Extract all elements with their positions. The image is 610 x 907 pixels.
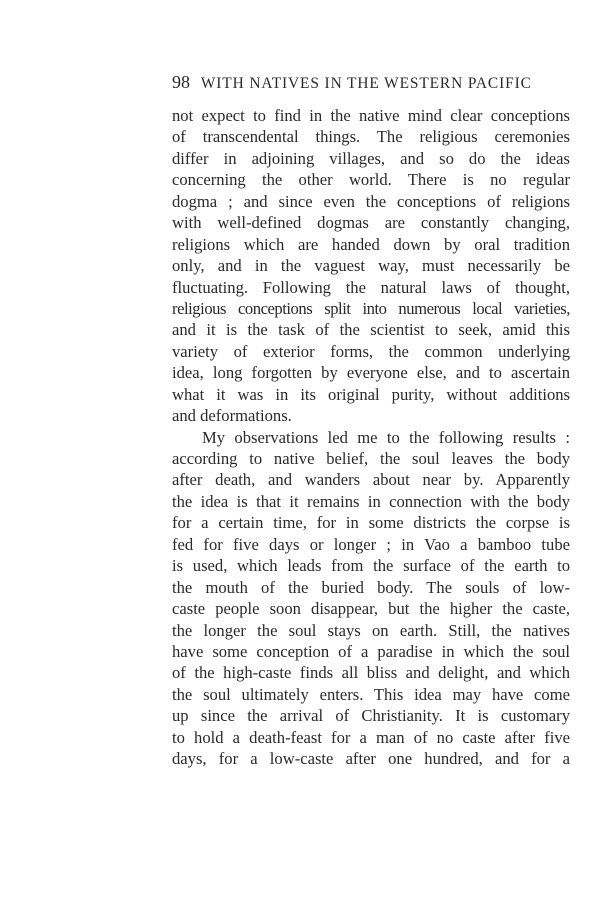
text-line: the soul ultimately enters. This idea may have come: [172, 684, 570, 704]
text-line: days, for a low-caste after one hundred, and for a: [172, 749, 570, 769]
body-text: [172, 105, 570, 770]
text-line: have some conception of a paradise in which the soul: [172, 641, 570, 661]
running-header: [172, 70, 570, 94]
text-line: up since the arrival of Christianity. It is customary: [172, 706, 570, 726]
text-line: the longer the soul stays on earth. Still, the natives: [172, 620, 570, 640]
text-line: religions which are handed down by oral tradition: [172, 234, 570, 254]
text-line: concerning the other world. There is no regular: [172, 170, 570, 190]
text-line: of the high-caste finds all bliss and delight, and which: [172, 663, 570, 683]
text-line: after death, and wanders about near by. Apparently: [172, 470, 570, 490]
page-number: 98: [172, 72, 190, 92]
text-line: My observations led me to the following results :: [202, 427, 570, 447]
text-line: and deformations.: [172, 406, 292, 426]
text-line: for a certain time, for in some districts the corpse is: [172, 513, 570, 533]
text-line: what it was in its original purity, without additions: [172, 384, 570, 404]
text-line: to hold a death-feast for a man of no caste after five: [172, 727, 570, 747]
text-line: of transcendental things. The religious ceremonies: [172, 127, 570, 147]
text-line: idea, long forgotten by everyone else, and to ascertain: [172, 363, 570, 383]
text-line: with well-defined dogmas are constantly changing,: [172, 213, 570, 233]
text-line: and it is the task of the scientist to seek, amid this: [172, 320, 570, 340]
text-line: the mouth of the buried body. The souls of low-: [172, 577, 570, 597]
text-line: the idea is that it remains in connection with the body: [172, 491, 570, 511]
text-line: differ in adjoining villages, and so do the ideas: [172, 148, 570, 168]
text-line: fluctuating. Following the natural laws of thought,: [172, 277, 570, 297]
text-line: variety of exterior forms, the common underlying: [172, 341, 570, 361]
text-line: is used, which leads from the surface of the earth to: [172, 556, 570, 576]
text-line: caste people soon disappear, but the higher the caste,: [172, 599, 570, 619]
text-line: dogma ; and since even the conceptions of religions: [172, 191, 570, 211]
text-line: according to native belief, the soul leaves the body: [172, 449, 570, 468]
text-line: religious conceptions split into numerous local varieties,: [172, 298, 570, 318]
text-line: not expect to find in the native mind clear conceptions: [172, 106, 570, 125]
text-line: fed for five days or longer ; in Vao a bamboo tube: [172, 534, 570, 554]
text-line: only, and in the vaguest way, must necessarily be: [172, 256, 570, 276]
running-title: WITH NATIVES IN THE WESTERN PACIFIC: [200, 75, 532, 92]
